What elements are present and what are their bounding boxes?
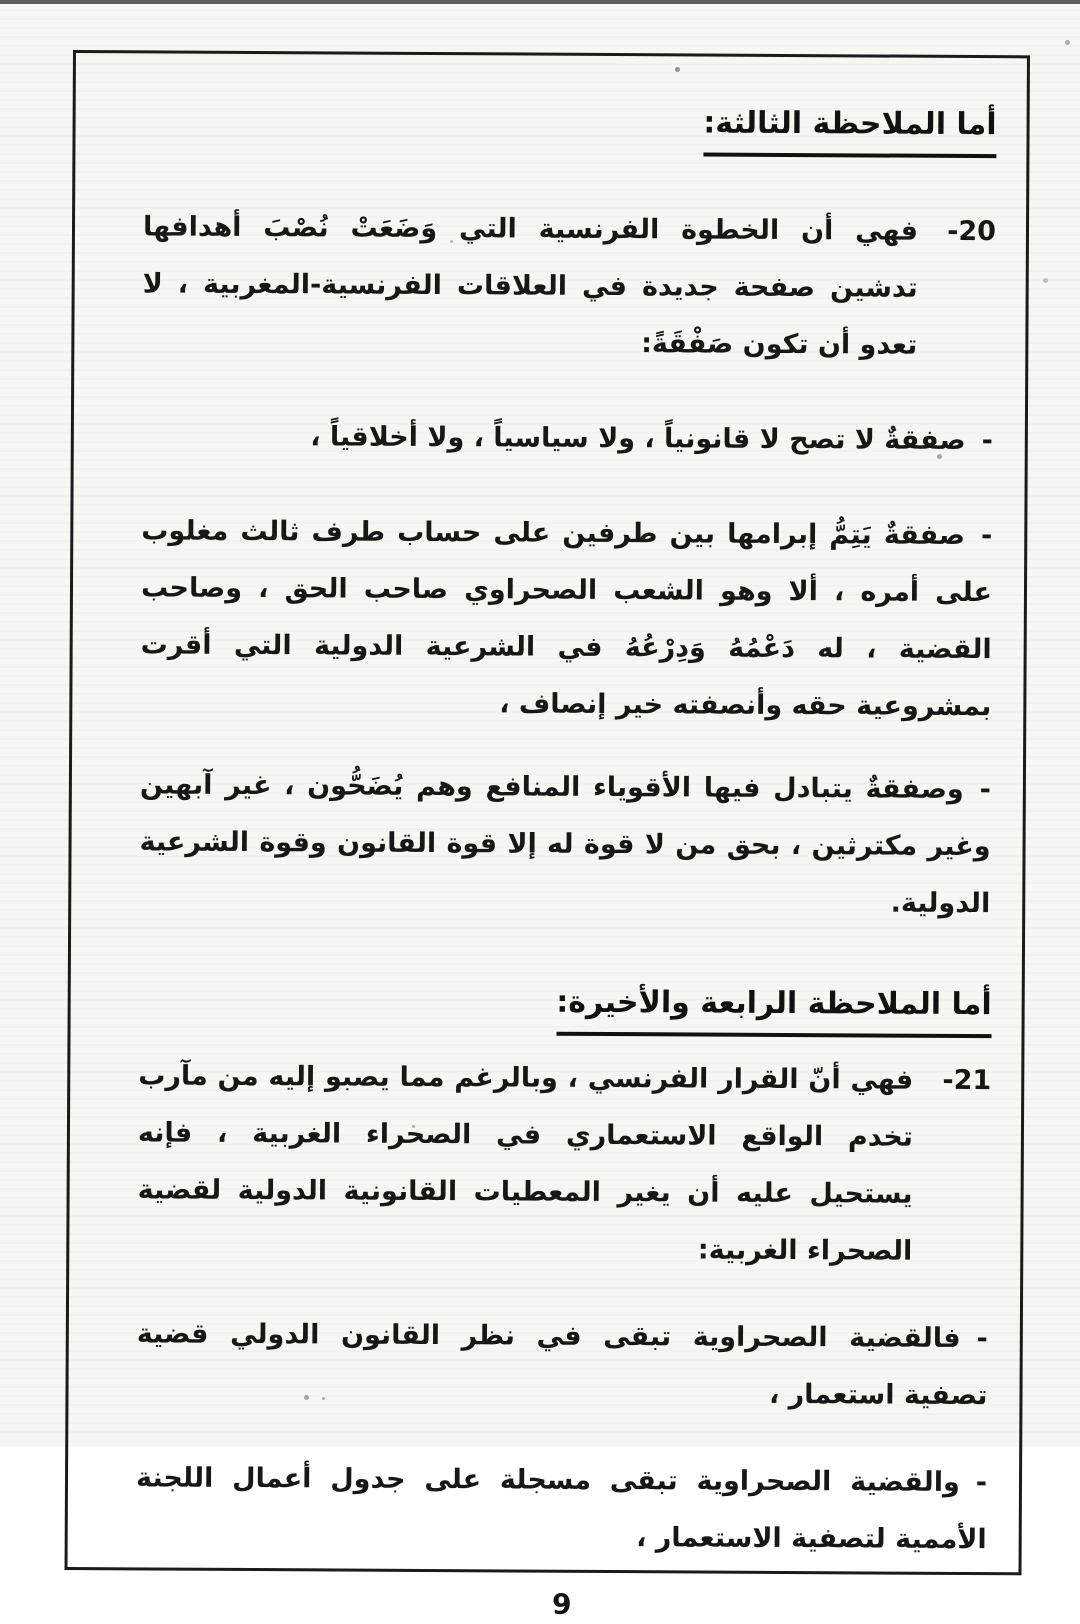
bullet-text: فالقضية الصحراوية تبقى في نظر القانون الدولي قضية تصفية استعمار ،: [136, 1318, 988, 1412]
item-number-21: 21-: [942, 1064, 992, 1097]
bullet-text: صفقةٌ لا تصح لا قانونياً ، ولا سياسياً ، ولا أخلاقياً ،: [310, 421, 966, 456]
paragraph-21-text: فهي أنّ القرار الفرنسي ، وبالرغم مما يصبو إليه من مآرب تخدم الواقع الاستعماري في الصحراء الغربية ، فإنه يستحيل عليه أن يغير المعطيات القانونية الدولية لقضية الصحراء الغربية:: [137, 1060, 914, 1267]
bullet-dash-marker: -: [981, 425, 993, 457]
section-heading-fourth-remark: [139, 975, 992, 1038]
page-border-frame: [65, 50, 1030, 1621]
heading-underlined-text: أما الملاحظة الثالثة:: [703, 99, 997, 159]
bullet-text: والقضية الصحراوية تبقى مسجلة على جدول أعمال اللجنة الأممية لتصفية الاستعمار ،: [135, 1462, 987, 1556]
bullet-item-deal-between-two-parties: [140, 502, 994, 735]
page-content: [135, 95, 996, 1624]
bullet-dash-marker: -: [980, 520, 993, 552]
numbered-paragraph-21: [137, 1047, 991, 1280]
bullet-item-deal-exchange-benefits: [139, 756, 993, 932]
bullet-dash-marker: -: [979, 774, 991, 806]
bullet-dash-marker: -: [975, 1467, 988, 1499]
paragraph-20-text: فهي أن الخطوة الفرنسية التي وَضَعَتْ نُصْبَ أهدافها تدشين صفحة جديدة في العلاقات الفرنسية-المغربية ، لا تعدو أن تكون صَفْقَةً:: [142, 211, 919, 361]
numbered-paragraph-20: [142, 198, 996, 374]
bullet-text: وصفقةٌ يتبادل فيها الأقوياء المنافع وهم يُضَحُّون ، غير آبهين وغير مكترثين ، بحق من لا قوة له إلا قوة القانون وقوة الشرعية الدولية.: [139, 769, 991, 920]
page-number: 9: [551, 1587, 572, 1621]
section-heading-third-remark: [143, 95, 996, 158]
bullet-text: صفقةٌ يَتِمُّ إبرامها بين طرفين على حساب طرف ثالث مغلوب على أمره ، ألا وهو الشعب الصحراوي صاحب الحق ، وصاحب القضية ، له دَعْمُهُ وَدِرْعُهُ في الشرعية الدولية التي أقرت بمشروعية حقه وأنصفته خير إنصاف ،: [140, 515, 993, 723]
heading-underlined-text: أما الملاحظة الرابعة والأخيرة:: [556, 978, 992, 1038]
scan-artifact-top-edge: [0, 0, 1080, 4]
bullet-item-decolonization-case: [136, 1305, 990, 1424]
scan-noise-specks: [0, 0, 3, 3]
bullet-dash-marker: -: [976, 1323, 988, 1355]
bullet-item-deal-invalid: [142, 407, 995, 469]
bullet-item-un-committee-agenda: [136, 1449, 990, 1568]
item-number-20: 20-: [947, 215, 997, 248]
